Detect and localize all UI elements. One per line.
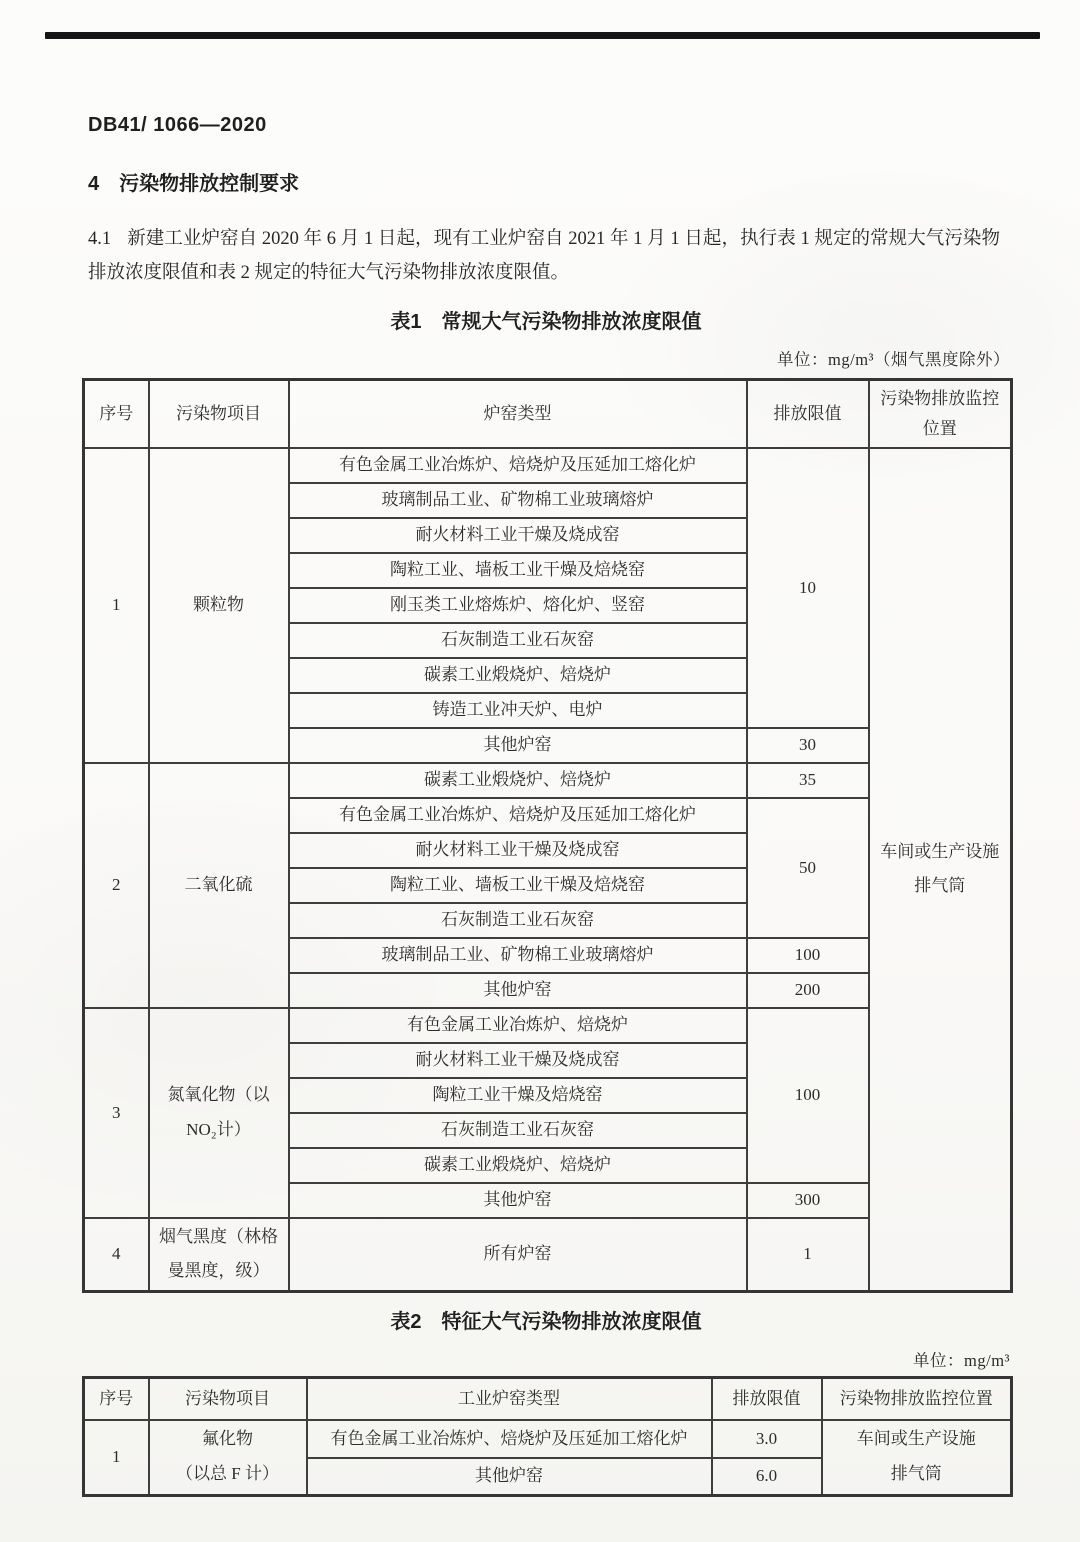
furnace-type-cell: 耐火材料工业干燥及烧成窑 xyxy=(289,1043,747,1078)
furnace-type-cell: 刚玉类工业熔炼炉、熔化炉、竖窑 xyxy=(289,588,747,623)
seq-cell: 2 xyxy=(84,763,149,1008)
limit-value-cell: 300 xyxy=(747,1183,869,1218)
table2-title: 表2 特征大气污染物排放浓度限值 xyxy=(390,1311,702,1333)
furnace-type-cell: 其他炉窑 xyxy=(307,1458,712,1496)
limit-value-cell: 35 xyxy=(747,763,869,798)
furnace-type-cell: 有色金属工业冶炼炉、焙烧炉 xyxy=(289,1008,747,1043)
pollutant-line1: 氟化物 xyxy=(202,1429,253,1449)
pollutant-cell: 二氧化硫 xyxy=(149,763,289,1008)
furnace-type-cell: 石灰制造工业石灰窑 xyxy=(289,1113,747,1148)
furnace-type-cell: 石灰制造工业石灰窑 xyxy=(289,623,747,658)
furnace-type-cell: 玻璃制品工业、矿物棉工业玻璃熔炉 xyxy=(289,483,747,518)
seq-cell: 4 xyxy=(84,1218,149,1292)
limit-value-cell: 100 xyxy=(747,1008,869,1183)
monitor-location-line2: 排气筒 xyxy=(914,876,966,896)
furnace-type-cell: 碳素工业煅烧炉、焙烧炉 xyxy=(289,763,747,798)
limit-value-cell: 30 xyxy=(747,728,869,763)
pollutant-line1: 烟气黑度（林格 xyxy=(159,1226,278,1246)
col-header-furnace-type: 炉窑类型 xyxy=(289,380,747,448)
furnace-type-cell: 其他炉窑 xyxy=(289,728,747,763)
furnace-type-cell: 碳素工业煅烧炉、焙烧炉 xyxy=(289,658,747,693)
furnace-type-cell: 陶粒工业、墙板工业干燥及焙烧窑 xyxy=(289,553,747,588)
col-header-seq: 序号 xyxy=(84,1378,149,1420)
pollutant-line2: 曼黑度，级） xyxy=(167,1261,270,1281)
pollutant-line2: NO₂计） xyxy=(186,1119,251,1139)
page-top-rule xyxy=(45,32,1040,39)
col-header-pollutant: 污染物项目 xyxy=(149,1378,307,1420)
monitor-location-line1: 车间或生产设施 xyxy=(856,1429,976,1449)
section-heading: 4 污染物排放控制要求 xyxy=(88,173,300,195)
pollutant-line1: 氮氧化物（以 xyxy=(167,1084,270,1104)
table-row xyxy=(84,448,1012,483)
monitor-location-cell xyxy=(822,1420,1012,1496)
col-header-seq: 序号 xyxy=(84,380,149,448)
furnace-type-cell: 有色金属工业冶炼炉、焙烧炉及压延加工熔化炉 xyxy=(289,448,747,483)
limit-value-cell: 100 xyxy=(747,938,869,973)
furnace-type-cell: 陶粒工业干燥及焙烧窑 xyxy=(289,1078,747,1113)
limit-value-cell: 3.0 xyxy=(712,1420,822,1458)
pollutant-cell xyxy=(149,1420,307,1496)
seq-cell: 1 xyxy=(84,448,149,763)
col-header-monitor-location: 污染物排放监控位置 xyxy=(822,1378,1012,1420)
limit-value-cell: 6.0 xyxy=(712,1458,822,1496)
furnace-type-cell: 玻璃制品工业、矿物棉工业玻璃熔炉 xyxy=(289,938,747,973)
limit-value-cell: 50 xyxy=(747,798,869,938)
table1-title: 表1 常规大气污染物排放浓度限值 xyxy=(390,311,702,333)
furnace-type-cell: 有色金属工业冶炼炉、焙烧炉及压延加工熔化炉 xyxy=(289,798,747,833)
table2-header-row xyxy=(84,1378,1012,1420)
col-header-limit: 排放限值 xyxy=(747,380,869,448)
col-header-limit: 排放限值 xyxy=(712,1378,822,1420)
furnace-type-cell: 石灰制造工业石灰窑 xyxy=(289,903,747,938)
col-header-furnace-type: 工业炉窑类型 xyxy=(307,1378,712,1420)
table2-unit-note: 单位：mg/m³ xyxy=(913,1351,1010,1370)
furnace-type-cell: 耐火材料工业干燥及烧成窑 xyxy=(289,833,747,868)
limit-value-cell: 1 xyxy=(747,1218,869,1292)
furnace-type-cell: 其他炉窑 xyxy=(289,1183,747,1218)
col-header-monitor-location: 污染物排放监控位置 xyxy=(869,380,1012,448)
doc-number: DB41/ 1066—2020 xyxy=(88,114,267,136)
furnace-type-cell: 铸造工业冲天炉、电炉 xyxy=(289,693,747,728)
furnace-type-cell: 耐火材料工业干燥及烧成窑 xyxy=(289,518,747,553)
pollutant-cell: 颗粒物 xyxy=(149,448,289,763)
monitor-location-line1: 车间或生产设施 xyxy=(880,841,1000,861)
limit-value-cell: 200 xyxy=(747,973,869,1008)
furnace-type-cell: 所有炉窑 xyxy=(289,1218,747,1292)
table2-characteristic-air-pollutant-limits xyxy=(82,1376,1013,1497)
clause-4-1 xyxy=(88,222,1000,290)
furnace-type-cell: 其他炉窑 xyxy=(289,973,747,1008)
table1-regular-air-pollutant-limits xyxy=(82,378,1013,1293)
pollutant-cell xyxy=(149,1218,289,1292)
table1-header-row xyxy=(84,380,1012,448)
seq-cell: 1 xyxy=(84,1420,149,1496)
table-row xyxy=(84,1420,1012,1458)
pollutant-line2: （以总 F 计） xyxy=(176,1464,279,1484)
monitor-location-cell xyxy=(869,448,1012,1292)
table1-unit-note: 单位：mg/m³（烟气黑度除外） xyxy=(777,350,1010,369)
furnace-type-cell: 有色金属工业冶炼炉、焙烧炉及压延加工熔化炉 xyxy=(307,1420,712,1458)
furnace-type-cell: 陶粒工业、墙板工业干燥及焙烧窑 xyxy=(289,868,747,903)
clause-label: 4.1 xyxy=(88,229,112,249)
seq-cell: 3 xyxy=(84,1008,149,1218)
limit-value-cell: 10 xyxy=(747,448,869,728)
col-header-pollutant: 污染物项目 xyxy=(149,380,289,448)
pollutant-cell xyxy=(149,1008,289,1218)
clause-text: 新建工业炉窑自 2020 年 6 月 1 日起，现有工业炉窑自 2021 年 1 月 1 日起，执行表 1 规定的常规大气污染物排放浓度限值和表 2 规定的特征大气污染物排放浓度限值。 xyxy=(88,229,1000,283)
monitor-location-line2: 排气筒 xyxy=(890,1464,942,1484)
furnace-type-cell: 碳素工业煅烧炉、焙烧炉 xyxy=(289,1148,747,1183)
